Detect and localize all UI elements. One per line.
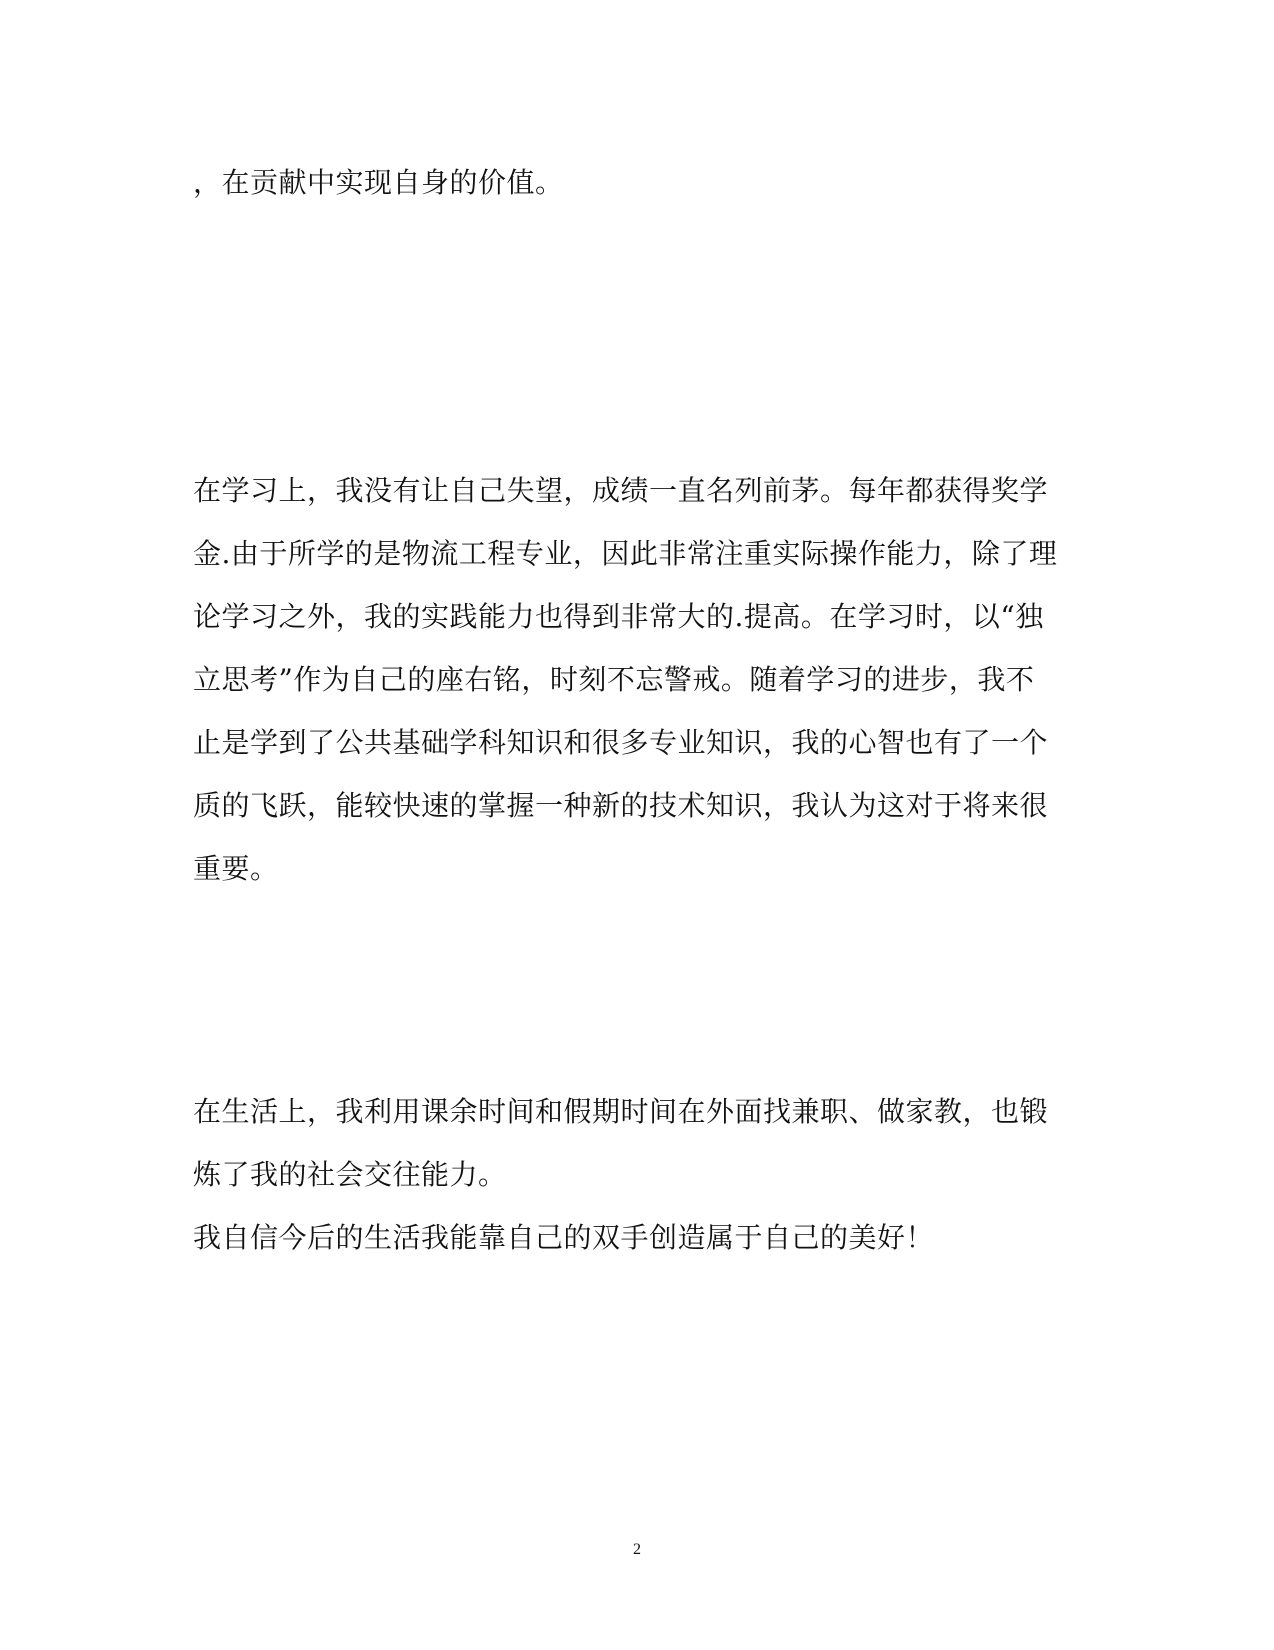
- text-line: 立思考”作为自己的座右铭，时刻不忘警戒。随着学习的进步，我不: [193, 663, 1035, 696]
- text-line: 炼了我的社会交往能力。: [193, 1158, 507, 1191]
- text-line: 重要。: [193, 852, 279, 885]
- text-line: 论学习之外，我的实践能力也得到非常大的.提高。在学习时，以“独: [193, 600, 1044, 633]
- page-number: 2: [633, 1541, 641, 1558]
- text-line: 质的飞跃，能较快速的掌握一种新的技术知识，我认为这对于将来很: [193, 789, 1049, 822]
- text-line: 我自信今后的生活我能靠自己的双手创造属于自己的美好！: [193, 1221, 935, 1254]
- text-line: 在学习上，我没有让自己失望，成绩一直名列前茅。每年都获得奖学: [193, 474, 1049, 507]
- text-line: 在生活上，我利用课余时间和假期时间在外面找兼职、做家教，也锻: [193, 1095, 1049, 1128]
- text-line: ，在贡献中实现自身的价值。: [193, 166, 564, 199]
- text-line: 止是学到了公共基础学科知识和很多专业知识，我的心智也有了一个: [193, 726, 1049, 759]
- text-line: 金.由于所学的是物流工程专业，因此非常注重实际操作能力，除了理: [193, 537, 1058, 570]
